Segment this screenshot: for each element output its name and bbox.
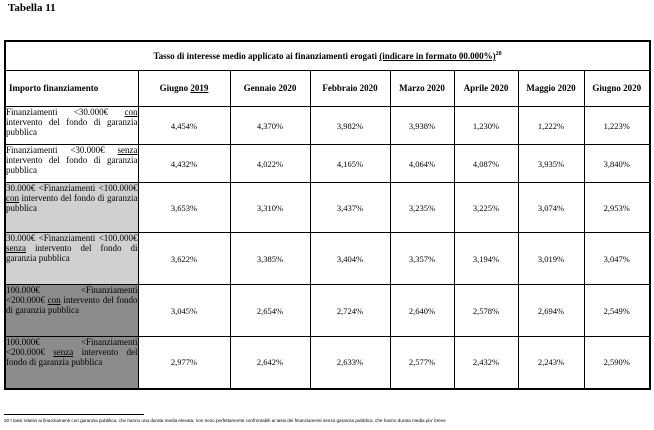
header-marzo-2020: Marzo 2020 bbox=[390, 71, 454, 107]
cell-value: 2,590% bbox=[584, 337, 650, 389]
cell-value: 3,235% bbox=[390, 183, 454, 233]
header-aprile-2020: Aprile 2020 bbox=[454, 71, 518, 107]
footnote-divider bbox=[4, 414, 144, 415]
row-label: 30.000€ <Finanziamenti <100.000€ con intervento del fondo di garanzia pubblica bbox=[5, 183, 138, 233]
cell-value: 2,654% bbox=[230, 285, 310, 337]
row-label: Finanziamenti <30.000€ senza intervento del fondo di garanzia pubblica bbox=[5, 145, 138, 183]
cell-value: 4,370% bbox=[230, 107, 310, 145]
cell-value: 4,022% bbox=[230, 145, 310, 183]
table-row bbox=[5, 233, 650, 285]
cell-value: 3,840% bbox=[584, 145, 650, 183]
row-label: Finanziamenti <30.000€ con intervento del fondo di garanzia pubblica bbox=[5, 107, 138, 145]
cell-value: 2,577% bbox=[390, 337, 454, 389]
interest-rate-table bbox=[4, 40, 651, 390]
cell-value: 3,357% bbox=[390, 233, 454, 285]
cell-value: 2,953% bbox=[584, 183, 650, 233]
table-title-main: Tasso di interesse medio applicato ai finanziamenti erogati bbox=[153, 51, 378, 61]
table-row bbox=[5, 337, 650, 389]
cell-value: 3,938% bbox=[390, 107, 454, 145]
cell-value: 3,047% bbox=[584, 233, 650, 285]
cell-value: 2,432% bbox=[454, 337, 518, 389]
cell-value: 4,165% bbox=[310, 145, 390, 183]
cell-value: 3,404% bbox=[310, 233, 390, 285]
cell-value: 2,642% bbox=[230, 337, 310, 389]
footnote-ref: 20 bbox=[495, 51, 502, 57]
cell-value: 4,432% bbox=[138, 145, 230, 183]
cell-value: 3,019% bbox=[518, 233, 584, 285]
cell-value: 2,724% bbox=[310, 285, 390, 337]
cell-value: 4,454% bbox=[138, 107, 230, 145]
header-giugno-2019: Giugno 2019 bbox=[138, 71, 230, 107]
cell-value: 1,230% bbox=[454, 107, 518, 145]
cell-value: 2,977% bbox=[138, 337, 230, 389]
cell-value: 2,633% bbox=[310, 337, 390, 389]
header-giugno-2020: Giugno 2020 bbox=[584, 71, 650, 107]
header-row bbox=[5, 71, 650, 107]
cell-value: 3,982% bbox=[310, 107, 390, 145]
header-febbraio-2020: Febbraio 2020 bbox=[310, 71, 390, 107]
table-title bbox=[5, 41, 650, 71]
table-row bbox=[5, 145, 650, 183]
header-maggio-2020: Maggio 2020 bbox=[518, 71, 584, 107]
table-title-note: (indicare in formato 00.000%) bbox=[379, 51, 496, 61]
cell-value: 4,087% bbox=[454, 145, 518, 183]
cell-value: 3,045% bbox=[138, 285, 230, 337]
cell-value: 2,243% bbox=[518, 337, 584, 389]
header-importo: Importo finanziamento bbox=[5, 71, 138, 107]
cell-value: 4,064% bbox=[390, 145, 454, 183]
header-gennaio-2020: Gennaio 2020 bbox=[230, 71, 310, 107]
table-caption: Tabella 11 bbox=[8, 2, 56, 14]
cell-value: 2,549% bbox=[584, 285, 650, 337]
cell-value: 3,310% bbox=[230, 183, 310, 233]
cell-value: 3,385% bbox=[230, 233, 310, 285]
row-label: 100.000€ <Finanziamenti <200.000€ con intervento del fondo di garanzia pubblica bbox=[5, 285, 138, 337]
cell-value: 1,222% bbox=[518, 107, 584, 145]
footnote-text: 20 I tassi relativi ai finanziamenti con garanzia pubblica, che hanno una durata media elevata, non sono perfettamente confrontabili ai tassi dei finanziamenti senza garanzia pubblica, che hanno durata media piu' breve bbox=[4, 418, 446, 423]
cell-value: 3,622% bbox=[138, 233, 230, 285]
cell-value: 3,074% bbox=[518, 183, 584, 233]
table-row bbox=[5, 183, 650, 233]
row-label: 100.000€ <Finanziamenti <200.000€ senza intervento del fondo di garanzia pubblica bbox=[5, 337, 138, 389]
cell-value: 3,935% bbox=[518, 145, 584, 183]
cell-value: 3,437% bbox=[310, 183, 390, 233]
cell-value: 2,640% bbox=[390, 285, 454, 337]
cell-value: 2,578% bbox=[454, 285, 518, 337]
row-label: 30.000€ <Finanziamenti <100.000€ senza intervento del fondo di garanzia pubblica bbox=[5, 233, 138, 285]
table-row bbox=[5, 107, 650, 145]
cell-value: 3,194% bbox=[454, 233, 518, 285]
cell-value: 2,694% bbox=[518, 285, 584, 337]
cell-value: 3,225% bbox=[454, 183, 518, 233]
cell-value: 1,223% bbox=[584, 107, 650, 145]
cell-value: 3,653% bbox=[138, 183, 230, 233]
table-row bbox=[5, 285, 650, 337]
